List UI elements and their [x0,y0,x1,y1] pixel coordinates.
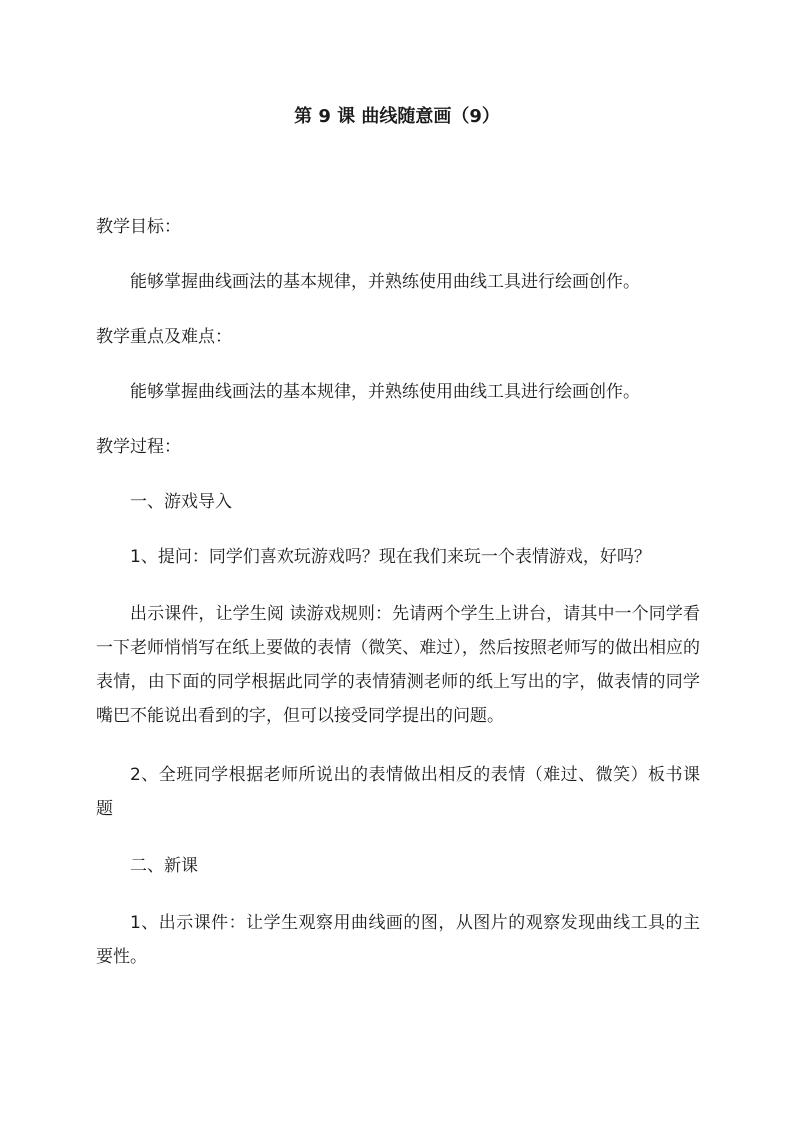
paragraph-opposite-expression: 2、全班同学根据老师所说出的表情做出相反的表情（难过、微笑）板书课题 [96,765,700,819]
document-body [96,212,700,999]
subheading-game-intro: 一、游戏导入 [130,492,232,512]
paragraph-courseware: 1、出示课件：让学生观察用曲线画的图，从图片的观察发现曲线工具的主要性。 [96,913,700,967]
subheading-new-lesson: 二、新课 [130,856,198,876]
section-heading-process: 教学过程： [96,437,181,457]
objectives-text: 能够掌握曲线画法的基本规律，并熟练使用曲线工具进行绘画创作。 [130,272,640,292]
document-title: 第 9 课 曲线随意画（9） [294,106,500,127]
section-heading-key-points: 教学重点及难点： [96,327,232,347]
paragraph-question: 1、提问：同学们喜欢玩游戏吗？现在我们来玩一个表情游戏，好吗？ [130,547,651,567]
section-heading-objectives: 教学目标： [96,217,181,237]
paragraph-game-rules: 出示课件，让学生阅 读游戏规则：先请两个学生上讲台，请其中一个同学看一下老师悄悄写在纸上要做的表情（微笑、难过），然后按照老师写的做出相应的表情，由下面的同学根据此同学的表情猜测老师的纸上写出的字，做表情的同学嘴巴不能说出看到的字，但可以接受同学提出的问题。 [96,604,700,726]
key-points-text: 能够掌握曲线画法的基本规律，并熟练使用曲线工具进行绘画创作。 [130,382,640,402]
